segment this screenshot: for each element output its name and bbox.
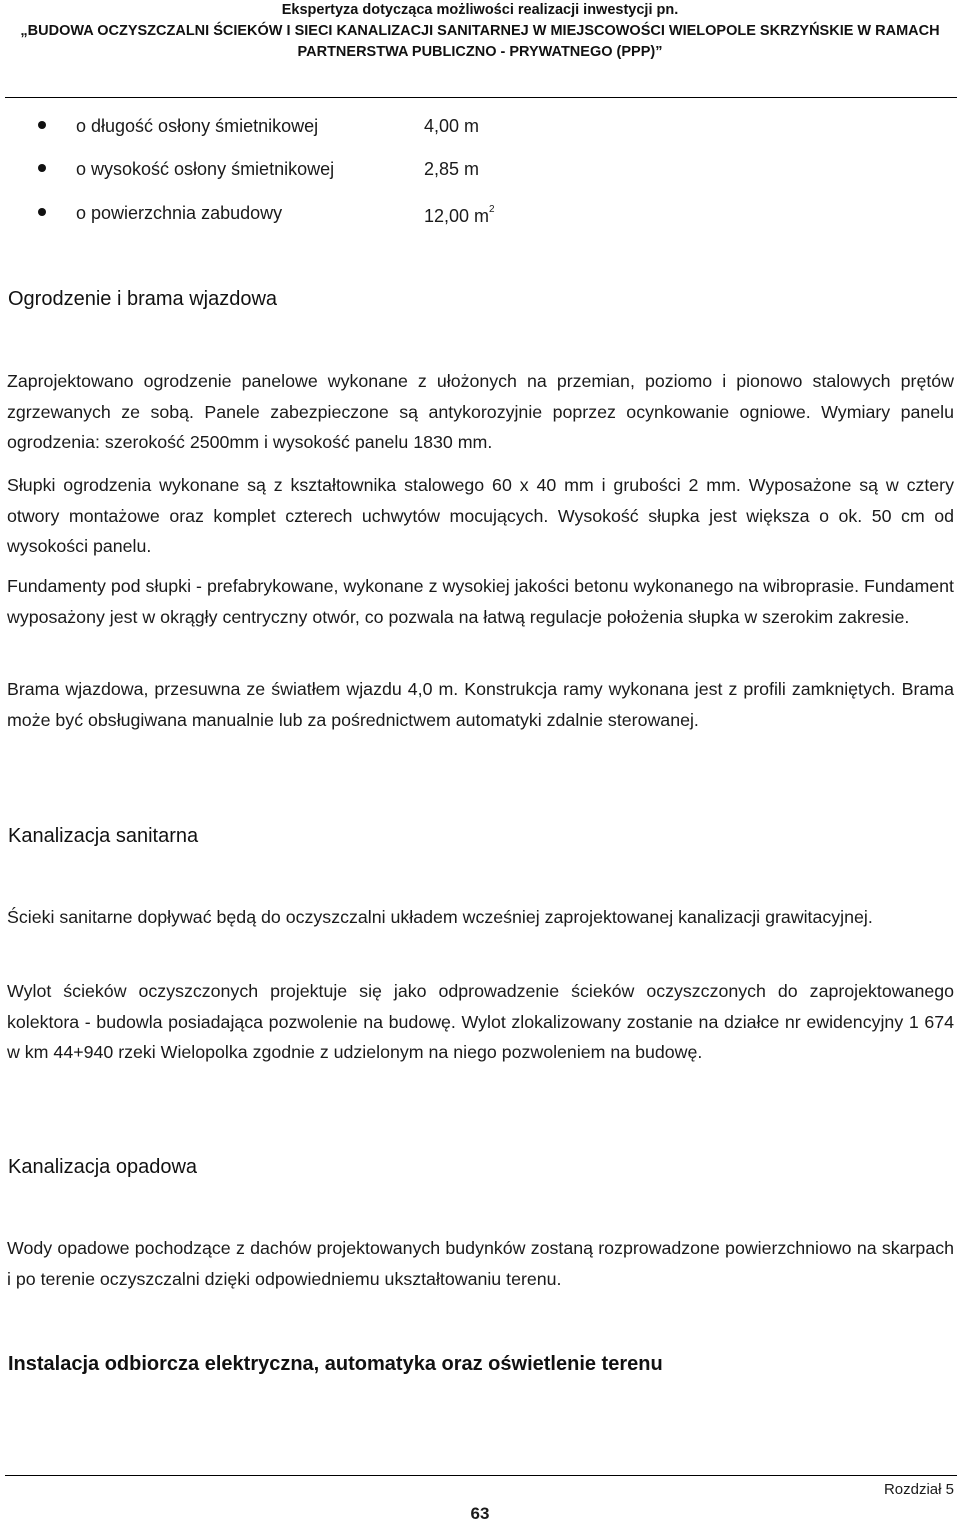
bullet-icon <box>38 121 46 129</box>
section-heading-electric: Instalacja odbiorcza elektryczna, automatyka oraz oświetlenie terenu <box>8 1353 663 1375</box>
paragraph: Słupki ogrodzenia wykonane są z kształtownika stalowego 60 x 40 mm i grubości 2 mm. Wyposażone są w cztery otwory montażowe oraz komplet czterech uchwytów mocujących. Wysokość słupka jest większa o ok. 50 cm od wysokości panelu. <box>7 475 954 556</box>
list-item-value <box>424 201 495 228</box>
paragraph: Brama wjazdowa, przesuwna ze światłem wjazdu 4,0 m. Konstrukcja ramy wykonana jest z profili zamkniętych. Brama może być obsługiwana manualnie lub za pośrednictwem automatyki zdalnie sterowanej. <box>7 679 954 730</box>
bullet-icon <box>38 164 46 172</box>
list-item-label: o długość osłony śmietnikowej <box>76 116 319 136</box>
paragraph: Wylot ścieków oczyszczonych projektuje się jako odprowadzenie ścieków oczyszczonych do zaprojektowanego kolektora - budowla posiadająca pozwolenie na budowę. Wylot zlokalizowany zostanie na działce nr ewidencyjny 1 674 w km 44+940 rzeki Wielopolka zgodnie z udzielonym na niego pozwoleniem na budowę. <box>7 981 954 1062</box>
header-ppp-line: PARTNERSTWA PUBLICZNO - PRYWATNEGO (PPP)” <box>297 44 663 60</box>
list-item-label: o powierzchnia zabudowy <box>76 203 283 223</box>
list-item <box>0 197 960 231</box>
page-header <box>0 0 960 63</box>
superscript-exponent: 2 <box>489 204 495 215</box>
chapter-label: Rozdział 5 <box>883 1481 954 1498</box>
list-item-value: 4,00 m <box>424 116 480 136</box>
paragraph: Zaprojektowano ogrodzenie panelowe wykonane z ułożonych na przemian, poziomo i pionowo stalowych prętów zgrzewanych ze sobą. Panele zabezpieczone są antykorozyjnie poprzez ocynkowanie ogniowe. Wymiary panelu ogrodzenia: szerokość 2500mm i wysokość panelu 1830 mm. <box>7 371 954 452</box>
list-item-value: 2,85 m <box>424 159 480 179</box>
paragraph: Wody opadowe pochodzące z dachów projektowanych budynków zostaną rozprowadzone powierzchniowo na skarpach i po terenie oczyszczalni dzięki odpowiedniemu ukształtowaniu terenu. <box>7 1238 954 1289</box>
list-item <box>0 110 960 144</box>
section-heading-sanitary: Kanalizacja sanitarna <box>8 825 199 847</box>
footer-divider <box>5 1475 957 1476</box>
list-item-label: o wysokość osłony śmietnikowej <box>76 159 335 179</box>
bullet-icon <box>38 208 46 216</box>
list-item <box>0 153 960 187</box>
page-number: 63 <box>470 1504 490 1523</box>
section-heading-fence: Ogrodzenie i brama wjazdowa <box>8 288 278 310</box>
header-project-line: „BUDOWA OCZYSZCZALNI ŚCIEKÓW I SIECI KANALIZACJI SANITARNEJ W MIEJSCOWOŚCI WIELOPOLE SKRZYŃSKIE W RAMACH <box>20 23 940 39</box>
list-item-value-text: 12,00 m <box>424 206 490 226</box>
header-title-line: Ekspertyza dotycząca możliwości realizacji inwestycji pn. <box>281 2 679 18</box>
header-divider <box>5 97 957 98</box>
paragraph: Fundamenty pod słupki - prefabrykowane, wykonane z wysokiej jakości betonu wykonanego na wibroprasie. Fundament wyposażony jest w okrągły centryczny otwór, co pozwala na łatwą regulacje położenia słupka w szerokim zakresie. <box>7 576 954 627</box>
section-heading-storm: Kanalizacja opadowa <box>8 1156 198 1178</box>
paragraph: Ścieki sanitarne dopływać będą do oczyszczalni układem wcześniej zaprojektowanej kanalizacji grawitacyjnej. <box>7 907 873 927</box>
